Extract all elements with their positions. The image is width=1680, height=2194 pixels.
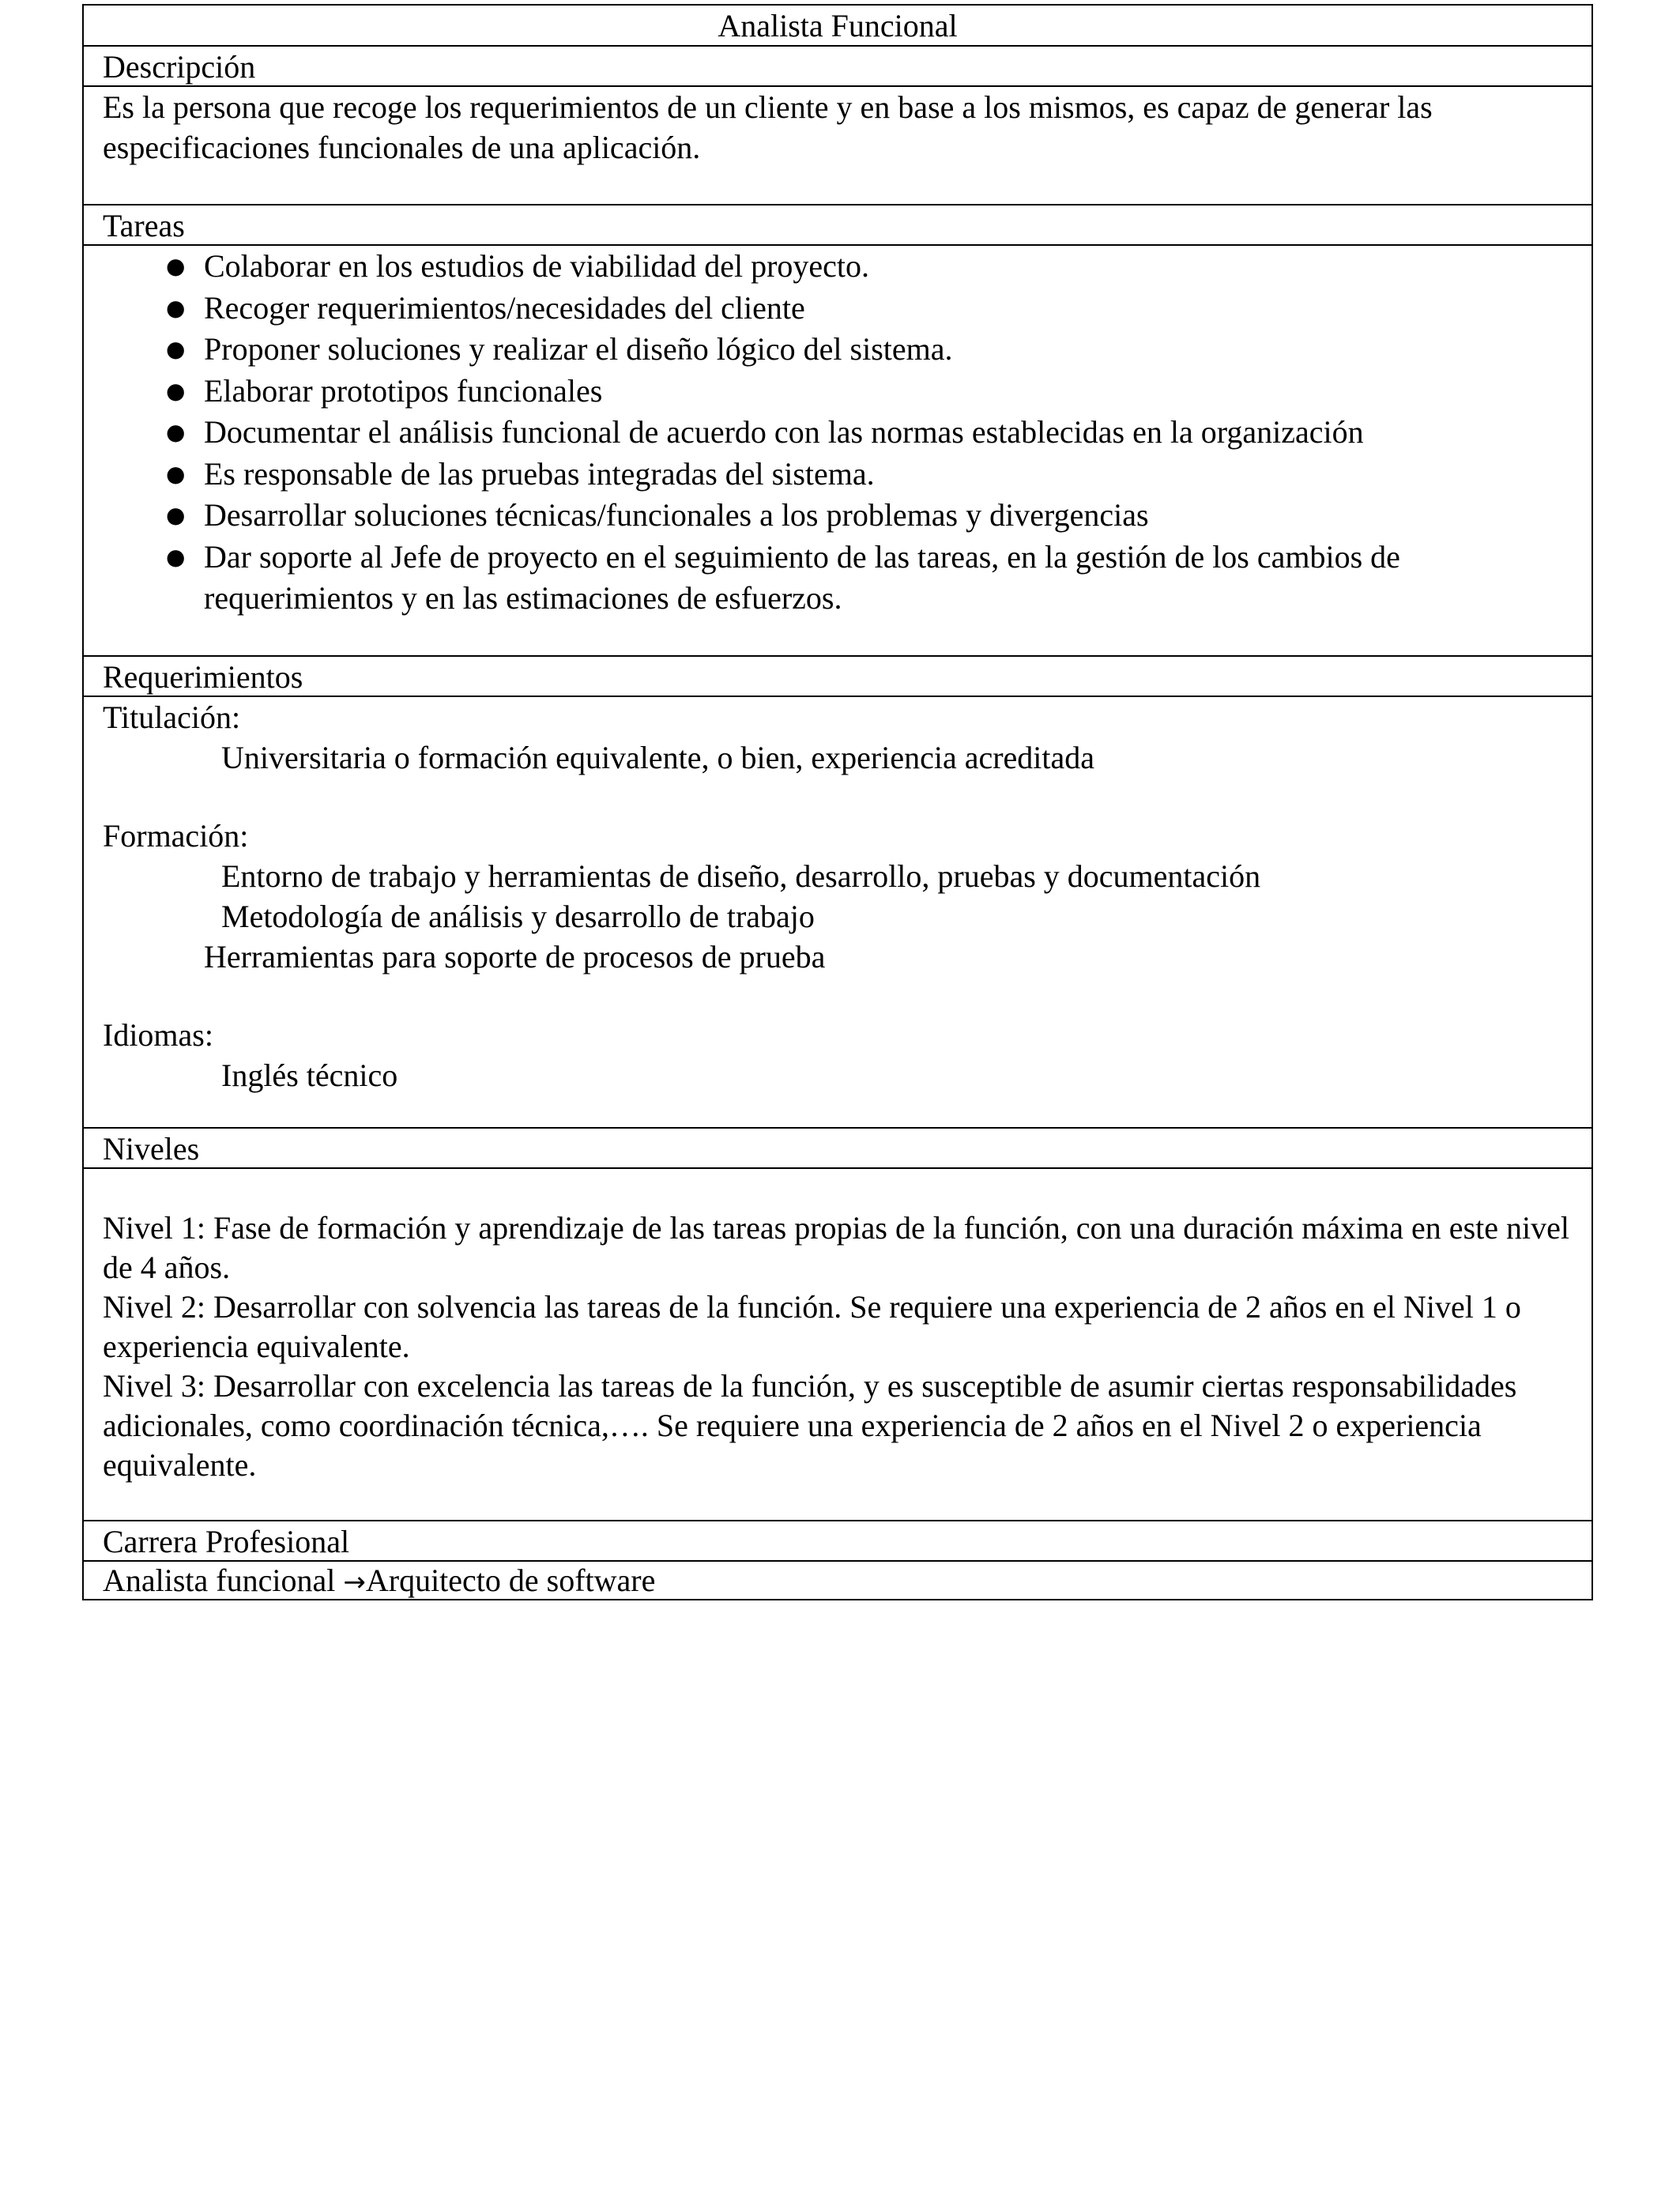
bullet-icon: ● bbox=[166, 377, 186, 404]
task-text: Dar soporte al Jefe de proyecto en el seguimiento de las tareas, en la gestión de los cambios de requerimientos y en las estimaciones de esfuerzos. bbox=[204, 538, 1400, 616]
bullet-icon: ● bbox=[166, 460, 186, 487]
bullet-icon: ● bbox=[166, 502, 186, 528]
tasks-heading: Tareas bbox=[84, 204, 1591, 244]
bullet-icon: ● bbox=[166, 419, 186, 445]
tasks-list-cell bbox=[84, 244, 1591, 655]
spacer bbox=[103, 977, 1573, 1015]
bullet-icon: ● bbox=[166, 336, 186, 362]
document-title: Analista Funcional bbox=[718, 8, 958, 43]
list-item bbox=[103, 371, 1573, 413]
requirements-heading: Requerimientos bbox=[84, 655, 1591, 696]
spacer bbox=[103, 778, 1573, 816]
titulacion-label: Titulación: bbox=[103, 699, 241, 735]
bullet-icon: ● bbox=[166, 543, 186, 570]
tasks-list bbox=[103, 246, 1573, 620]
list-item bbox=[103, 537, 1573, 620]
task-text: Es responsable de las pruebas integradas del sistema. bbox=[204, 455, 875, 492]
level-text: Nivel 3: Desarrollar con excelencia las tareas de la función, y es susceptible de asumir ciertas responsabilidades adicionales, como coordinación técnica,…. Se requiere una experiencia de 2 años en el Nivel 2 o experiencia equivalente. bbox=[103, 1368, 1517, 1483]
formacion-item: Entorno de trabajo y herramientas de diseño, desarrollo, pruebas y documentación bbox=[221, 858, 1261, 894]
idiomas-label: Idiomas: bbox=[103, 1017, 213, 1053]
list-item bbox=[103, 329, 1573, 371]
formacion-item: Herramientas para soporte de procesos de prueba bbox=[204, 939, 826, 974]
requirements-cell bbox=[84, 696, 1591, 1127]
description-heading: Descripción bbox=[84, 45, 1591, 85]
career-path bbox=[84, 1560, 1591, 1599]
level-text: Nivel 2: Desarrollar con solvencia las tareas de la función. Se requiere una experiencia de 2 años en el Nivel 1 o experiencia equivalente. bbox=[103, 1289, 1521, 1364]
titulacion-value: Universitaria o formación equivalente, o bien, experiencia acreditada bbox=[221, 740, 1095, 775]
bullet-icon: ● bbox=[166, 294, 186, 321]
task-text: Proponer soluciones y realizar el diseño lógico del sistema. bbox=[204, 331, 953, 367]
levels-cell bbox=[84, 1167, 1591, 1520]
levels-heading: Niveles bbox=[84, 1127, 1591, 1167]
list-item bbox=[103, 412, 1573, 454]
formacion-item: Metodología de análisis y desarrollo de trabajo bbox=[221, 899, 815, 934]
job-description-table bbox=[82, 4, 1593, 1600]
idiomas-value: Inglés técnico bbox=[221, 1057, 398, 1093]
task-text: Elaborar prototipos funcionales bbox=[204, 372, 603, 409]
arrow-right-icon: → bbox=[343, 1566, 366, 1598]
level-text: Nivel 1: Fase de formación y aprendizaje de las tareas propias de la función, con una duración máxima en este nivel de 4 años. bbox=[103, 1210, 1569, 1285]
list-item bbox=[103, 246, 1573, 288]
description-text: Es la persona que recoge los requerimientos de un cliente y en base a los mismos, es capaz de generar las especificaciones funcionales de una aplicación. bbox=[84, 85, 1591, 204]
task-text: Recoger requerimientos/necesidades del cliente bbox=[204, 289, 805, 326]
formacion-label: Formación: bbox=[103, 818, 249, 854]
list-item bbox=[103, 288, 1573, 330]
task-text: Documentar el análisis funcional de acuerdo con las normas establecidas en la organización bbox=[204, 414, 1364, 450]
bullet-icon: ● bbox=[166, 253, 186, 279]
list-item bbox=[103, 495, 1573, 537]
task-text: Desarrollar soluciones técnicas/funcionales a los problemas y divergencias bbox=[204, 497, 1149, 533]
career-to: Arquitecto de software bbox=[365, 1563, 656, 1598]
task-text: Colaborar en los estudios de viabilidad del proyecto. bbox=[204, 248, 870, 284]
career-from: Analista funcional bbox=[103, 1563, 336, 1598]
list-item bbox=[103, 454, 1573, 496]
career-heading: Carrera Profesional bbox=[84, 1520, 1591, 1560]
